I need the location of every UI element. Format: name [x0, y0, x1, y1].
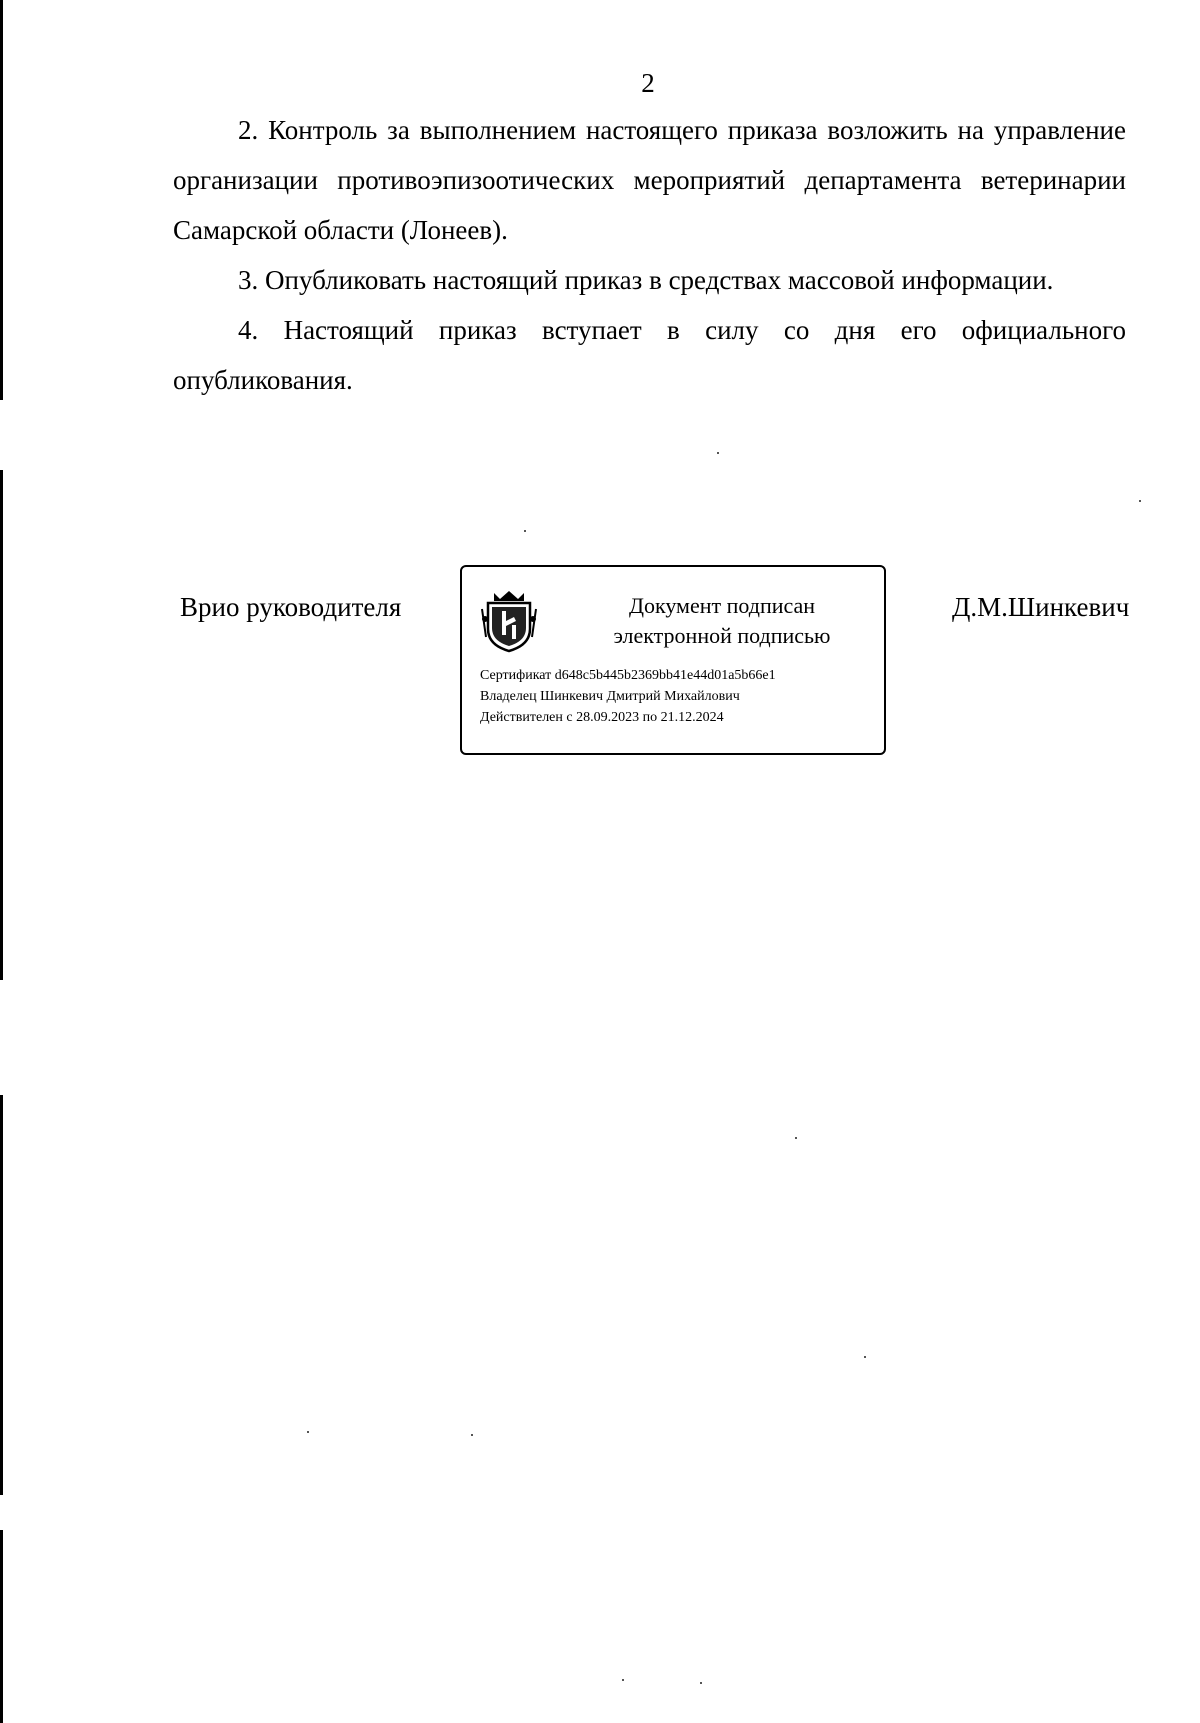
order-body	[173, 105, 1126, 405]
scan-speck	[307, 1431, 309, 1433]
scan-speck	[700, 1682, 702, 1684]
scan-edge-mark	[0, 470, 3, 980]
samara-coat-of-arms-icon	[480, 589, 538, 655]
e-signature-stamp	[460, 565, 886, 755]
paragraph-effective: 4. Настоящий приказ вступает в силу со дня его официального опубликования.	[173, 315, 1126, 395]
scan-speck	[864, 1356, 866, 1358]
e-signature-heading-line2: электронной подписью	[613, 623, 831, 648]
paragraph-publish: 3. Опубликовать настоящий приказ в средствах массовой информации.	[238, 265, 1054, 295]
scan-speck	[622, 1679, 624, 1681]
page-number: 2	[641, 68, 655, 98]
signer-name: Д.М.Шинкевич	[952, 592, 1130, 622]
scan-edge-mark	[0, 1530, 3, 1723]
paragraph-control: 2. Контроль за выполнением настоящего приказа возложить на управление организации противоэпизоотических мероприятий департамента ветеринарии Самарской области (Лонеев).	[173, 115, 1126, 245]
scan-speck	[524, 530, 526, 532]
scan-speck	[471, 1434, 473, 1436]
scan-edge-mark	[0, 1095, 3, 1495]
scan-speck	[717, 452, 719, 454]
certificate-number: Сертификат d648c5b445b2369bb41e44d01a5b66e1	[480, 668, 776, 683]
e-signature-heading	[572, 591, 872, 651]
scan-speck	[795, 1137, 797, 1139]
certificate-validity: Действителен с 28.09.2023 по 21.12.2024	[480, 710, 724, 725]
e-signature-details	[480, 665, 776, 728]
scan-speck	[1139, 500, 1141, 502]
scan-edge-mark	[0, 0, 3, 400]
e-signature-heading-line1: Документ подписан	[628, 593, 816, 618]
signer-position: Врио руководителя	[180, 592, 402, 622]
certificate-owner: Владелец Шинкевич Дмитрий Михайлович	[480, 689, 740, 704]
